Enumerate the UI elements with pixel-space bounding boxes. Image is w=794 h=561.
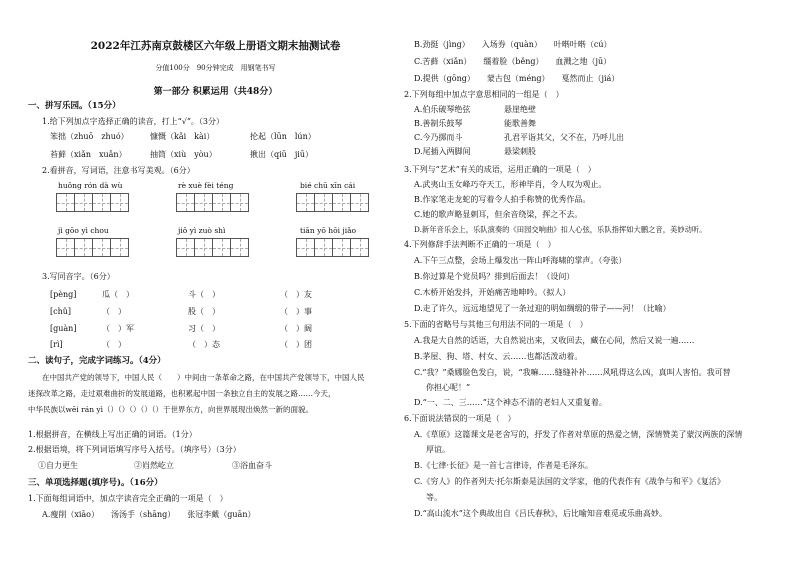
section-2-heading: 二、读句子，完成字词练习。（4分）	[28, 356, 166, 366]
hom-cell: 习（ ）	[188, 324, 220, 333]
s2-option: ③浴血奋斗	[232, 461, 272, 470]
q5-option: A.我是大自然的话语，大自然说出来，又收回去，藏在心间，然后又说一遍……	[414, 336, 695, 345]
q2-option: C.今乃掷而斗	[414, 133, 463, 142]
hom-cell: （ ）	[102, 307, 126, 316]
hom-cell: 股（ ）	[188, 307, 220, 316]
q6-option: C.《穷人》的作者列夫·托尔斯泰是法国的文学家，他的代表作有《战争与和平》《复活》	[414, 477, 725, 486]
hom-key: [pèng]	[50, 290, 77, 299]
q5: 5.下面的省略号与其他三句用法不同的一项是（ ）	[404, 320, 588, 329]
q2-option: A.伯乐破琴绝弦	[414, 105, 471, 114]
s2-q2: 2.根据语境，将下列词语填写序号入括号。（填序号）（3分）	[28, 445, 241, 454]
pinyin-label: jì gōo yì chou	[58, 226, 109, 235]
q2: 2.下列每组中加点字意思相同的一组是（ ）	[404, 90, 564, 99]
s1-q1-item: 抽筒（xiù yòu）	[150, 150, 217, 159]
section-3-heading: 三、单项选择题(填序号)。（16分）	[28, 478, 163, 488]
q3-option: C.她的歌声略显刺耳，但余音绕梁，挥之不去。	[414, 210, 583, 219]
s1-q1-item: 苔藓（xiǎn xuǎn）	[50, 150, 127, 159]
q2-option: D.尾插入两脚间	[414, 147, 471, 156]
writing-grid[interactable]	[296, 193, 368, 212]
pinyin-label: huǒng rón dà wù	[58, 181, 123, 190]
q6-option-cont: 厚谊。	[426, 445, 450, 454]
pinyin-label: tiān yō hōi jiǎo	[300, 226, 357, 235]
part-one-heading: 第一部分 积累运用（共48分）	[153, 87, 278, 97]
writing-grid[interactable]	[56, 193, 128, 212]
s2-option: ②岿然屹立	[134, 461, 174, 470]
pinyin-label: jiǒ yì zuò shì	[178, 226, 226, 235]
q5-option-cont: 你担心呢！”	[426, 383, 471, 392]
s1-q3: 3.写同音字。（6分）	[42, 272, 115, 281]
hom-cell: （ ）	[102, 340, 126, 349]
hom-key: [chǔ]	[50, 307, 72, 316]
q2-option-pair: 能歌善舞	[504, 119, 536, 128]
hom-cell: （ ）态	[188, 340, 220, 349]
q4-option: B.你过算是个党员吗？排到后面去！（设问）	[414, 272, 575, 281]
q1-option-c: C.苦藓（xiǎn） 缰着脸（běng） 血溅之地（jū）	[414, 57, 612, 66]
q3-option: D.新年音乐会上，乐队演奏的《田园交响曲》扣人心弦，乐队指挥如大鹏之音，美妙动听。	[414, 225, 707, 234]
s1-q1-item: 笨拙（zhuō zhuó）	[50, 132, 129, 141]
q2-option-pair: 悬梁刺股	[504, 147, 536, 156]
q3: 3.下列与“艺术”有关的成语，运用正确的一项是（ ）	[404, 165, 596, 174]
q5-option: D.“一、二、三……”这个神态不清的老妇人又重复着。	[414, 398, 607, 407]
hom-key: [rì]	[50, 340, 63, 349]
pinyin-label: rè xuè fèi téng	[178, 181, 234, 190]
s3-q1: 1.下面每组词语中，加点字读音完全正确的一项是（ ）	[28, 494, 228, 503]
hom-cell: 斗（ ）	[188, 290, 220, 299]
hom-cell: （ ）团	[280, 340, 312, 349]
s1-q1: 1.给下列加点字选择正确的读音，打上“√”。（3分）	[42, 117, 224, 126]
q2-option: B.善制乐鼓琴	[414, 119, 463, 128]
s1-q1-item: 慷慨（kǎi kài）	[150, 132, 215, 141]
section-1-heading: 一、拼写乐园。（15分）	[28, 101, 121, 111]
s2-passage: 在中国共产党的领导下，中国人民（ ）中间由一条革命之路，在中国共产党领导下，中国人民	[42, 373, 365, 382]
s2-passage: 迷探改革之路，走过艰难曲折的发展道路，也积累起中国一条独立自主的发展之路……今天，	[28, 389, 336, 398]
q6-option: B.《七律·长征》是一首七言律诗，作者是毛泽东。	[414, 461, 593, 470]
hom-key: [guàn]	[50, 324, 77, 333]
s2-q1: 1.根据拼音，在横线上写出正确的词语。（1分）	[28, 430, 197, 439]
q4: 4.下列修辞手法判断不正确的一项是（ ）	[404, 240, 556, 249]
q2-option-pair: 悬崖绝壁	[504, 105, 536, 114]
s2-option: ①自力更生	[38, 461, 78, 470]
q2-option-pair: 孔君平诣其父，父不在，乃呼儿出	[504, 133, 624, 142]
q4-option: A.下午三点整，会场上爆发出一阵山呼海啸的掌声。（夸张）	[414, 256, 627, 265]
q5-option: C.“我？”桑娜脸色发白，说，“我嘛……缝缝补补……风吼得这么凶，真叫人害怕。我可替	[414, 368, 731, 377]
q1-option-b: B.劲挺（jìng） 入场券（quàn） 叶啭叶啭（cú）	[414, 40, 612, 49]
q6: 6.下面说法错误的一项是（ ）	[404, 414, 516, 423]
exam-title: 2022年江苏南京鼓楼区六年级上册语文期末抽测试卷	[90, 40, 341, 52]
q3-option: B.作家笔走龙蛇的写着令人拍手称赞的优秀作品。	[414, 195, 591, 204]
hom-cell: （ ）军	[102, 324, 134, 333]
pinyin-label: bié chū xīn cái	[300, 181, 356, 190]
writing-grid[interactable]	[176, 238, 248, 257]
s3-q1-option-a: A.瘦削（xiāo） 汤汤手（shāng） 张冠李戴（guān）	[42, 510, 256, 519]
hom-cell: （ ）事	[280, 307, 312, 316]
q6-option: A.《草原》这篇课文是老舍写的，抒发了作者对草原的热爱之情，深情赞美了蒙汉两族的深情	[414, 430, 743, 439]
hom-cell: （ ）阔	[280, 324, 312, 333]
writing-grid[interactable]	[56, 238, 128, 257]
q4-option: D.走了许久，远远地望见了一条过迎的明如绸缎的带子——河！（比喻）	[414, 304, 671, 313]
q4-option: C.木桥开始发抖，开始痛苦地呻吟。（拟人）	[414, 288, 571, 297]
s1-q1-item: 抡起（lūn lún）	[250, 132, 316, 141]
s1-q1-item: 揪出（qiū jiū）	[250, 150, 314, 159]
hom-cell: （ ）友	[280, 290, 312, 299]
writing-grid[interactable]	[296, 238, 368, 257]
q3-option: A.武夷山玉女峰巧夺天工，形神毕肖，令人叹为观止。	[414, 180, 607, 189]
s2-passage: 中华民族以wēi rán yì（）（）（）（）（）于世界东方，向世界展现出焕然一新的面貌。	[28, 405, 314, 414]
s1-q2: 2.看拼音，写词语，注意书写美观。（6分）	[42, 166, 195, 175]
hom-cell: 瓜（ ）	[102, 290, 134, 299]
writing-grid[interactable]	[176, 193, 248, 212]
exam-subtitle: 分值100分 90分钟完成 用钢笔书写	[155, 64, 276, 72]
q5-option: B.茅屋、狗、塔、村女、云……也都活泼动着。	[414, 352, 583, 361]
q6-option: D.“高山流水”这个典故出自《吕氏春秋》，后比喻知音难觅或乐曲高妙。	[414, 509, 667, 518]
q1-option-d: D.提供（gōng） 蒙古包（méng） 戛然而止（jiá）	[414, 74, 620, 83]
q6-option-cont: 等。	[426, 493, 442, 502]
